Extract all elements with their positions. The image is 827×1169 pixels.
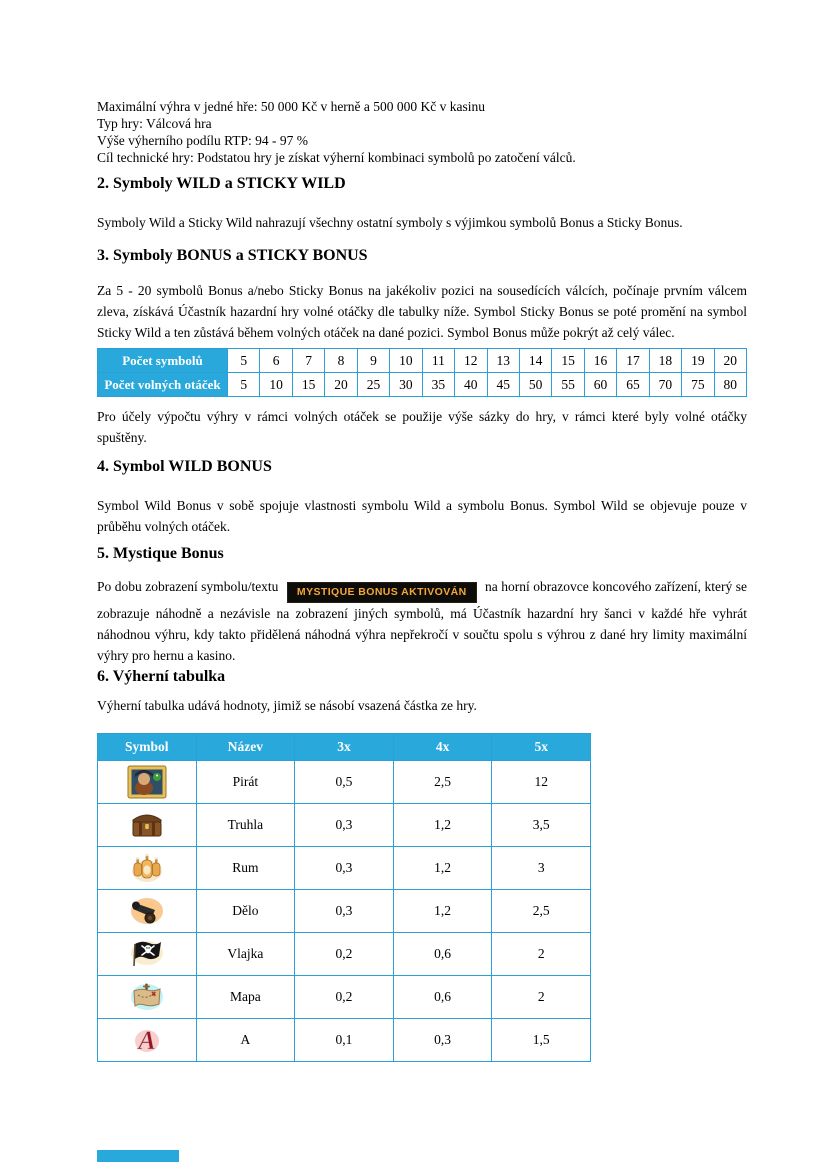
free-spins-value: 75 (682, 373, 714, 397)
symbol-count-header: Počet symbolů (98, 349, 228, 373)
symbol-count-value: 13 (487, 349, 519, 373)
symbol-count-value: 16 (584, 349, 616, 373)
game-type-line: Typ hry: Válcová hra (97, 116, 212, 131)
symbol-count-value: 20 (714, 349, 746, 373)
free-spins-value: 40 (455, 373, 487, 397)
section-2-paragraph: Symboly Wild a Sticky Wild nahrazují všechny ostatní symboly s výjimkou symbolů Bonus a Sticky Bonus. (97, 215, 683, 230)
pay-symbol-name: Pirát (196, 761, 295, 804)
pay-value-3x: 0,2 (295, 976, 394, 1019)
pay-value-3x: 0,3 (295, 890, 394, 933)
section-3-paragraph: Za 5 - 20 symbolů Bonus a/nebo Sticky Bonus na jakékoliv pozici na sousedících válcích, počínaje prvním válcem zleva, získává Účastník hazardní hry volné otáčky dle tabulky níže. Symbol Sticky Bonus se poté promění na symbol Sticky Wild a ten zůstává během volných otáček na dané pozici. Symbol Bonus může pokrýt až celý válec. (97, 283, 747, 340)
table-row (98, 1019, 591, 1062)
symbol-count-value: 10 (390, 349, 422, 373)
section-3-heading: 3. Symboly BONUS a STICKY BONUS (97, 247, 368, 264)
free-spins-value: 45 (487, 373, 519, 397)
free-spins-row (98, 373, 747, 397)
treasure-map-icon (98, 976, 196, 1018)
pay-symbol-name: Dělo (196, 890, 295, 933)
pay-value-3x: 0,2 (295, 933, 394, 976)
pay-value-4x: 0,6 (393, 933, 492, 976)
pay-header-4x: 4x (393, 734, 492, 761)
pay-table-container (97, 733, 747, 1062)
pay-value-5x: 3 (492, 847, 591, 890)
pay-value-3x: 0,5 (295, 761, 394, 804)
pay-header-3x: 3x (295, 734, 394, 761)
table-row (98, 890, 591, 933)
symbol-count-value: 19 (682, 349, 714, 373)
table-row (98, 933, 591, 976)
next-page-table-edge (97, 1150, 179, 1162)
free-spins-value: 65 (617, 373, 649, 397)
pay-value-5x: 2 (492, 933, 591, 976)
pay-header-name: Název (196, 734, 295, 761)
symbol-count-value: 17 (617, 349, 649, 373)
max-win-line: Maximální výhra v jedné hře: 50 000 Kč v herně a 500 000 Kč v kasinu (97, 99, 486, 114)
pay-table-header-row (98, 734, 591, 761)
symbol-count-value: 7 (292, 349, 324, 373)
free-spins-value: 50 (519, 373, 551, 397)
free-spins-table (97, 348, 747, 397)
pirate-portrait-icon (98, 761, 196, 803)
section-5-heading: 5. Mystique Bonus (97, 545, 224, 562)
free-spins-note-paragraph: Pro účely výpočtu výhry v rámci volných otáček se použije výše sázky do hry, v rámci které byly volné otáčky spuštěny. (97, 409, 747, 445)
symbol-count-value: 15 (552, 349, 584, 373)
game-goal-line: Cíl technické hry: Podstatou hry je získat výherní kombinaci symbolů po zatočení válců. (97, 150, 576, 165)
section-4-paragraph: Symbol Wild Bonus v sobě spojuje vlastnosti symbolu Wild a symbolu Bonus. Symbol Wild se objevuje pouze v průběhu volných otáček. (97, 498, 747, 534)
pay-header-symbol: Symbol (98, 734, 197, 761)
pay-value-3x: 0,1 (295, 1019, 394, 1062)
pay-symbol-name: Mapa (196, 976, 295, 1019)
pay-symbol-name: Truhla (196, 804, 295, 847)
free-spins-header: Počet volných otáček (98, 373, 228, 397)
pay-header-5x: 5x (492, 734, 591, 761)
table-row (98, 847, 591, 890)
table-row (98, 804, 591, 847)
letter-a-icon (98, 1019, 196, 1061)
symbol-count-value: 11 (422, 349, 454, 373)
pay-value-5x: 3,5 (492, 804, 591, 847)
section-6-heading: 6. Výherní tabulka (97, 668, 226, 685)
symbol-count-row (98, 349, 747, 373)
mystique-text-before: Po dobu zobrazení symbolu/textu (97, 579, 282, 594)
table-row (98, 761, 591, 804)
cannon-icon (98, 890, 196, 932)
free-spins-value: 55 (552, 373, 584, 397)
pirate-flag-icon (98, 933, 196, 975)
section-2-heading: 2. Symboly WILD a STICKY WILD (97, 175, 346, 192)
free-spins-value: 30 (390, 373, 422, 397)
symbol-count-value: 6 (260, 349, 292, 373)
intro-block (97, 98, 747, 166)
free-spins-value: 5 (228, 373, 260, 397)
pay-value-5x: 12 (492, 761, 591, 804)
section-4-heading: 4. Symbol WILD BONUS (97, 458, 272, 475)
pay-value-4x: 0,6 (393, 976, 492, 1019)
pay-value-4x: 2,5 (393, 761, 492, 804)
pay-value-5x: 1,5 (492, 1019, 591, 1062)
rtp-line: Výše výherního podílu RTP: 94 - 97 % (97, 133, 309, 148)
mystique-text-after: na horní obrazovce koncového zařízení, který se zobrazuje náhodně a nezávisle na zobrazení jiných symbolů, má Účastník hazardní hry šanci v každé hře vyhrát náhodnou výhru, kdy takto přidělená náhodná výhra nepřekročí v součtu spolu s výhrou z dané hry limity maximální výhry pro hernu a kasino. (97, 579, 747, 663)
free-spins-value: 15 (292, 373, 324, 397)
pay-value-3x: 0,3 (295, 847, 394, 890)
section-5-paragraph (97, 576, 747, 666)
section-6-paragraph: Výherní tabulka udává hodnoty, jimiž se násobí vsazená částka ze hry. (97, 698, 477, 713)
free-spins-value: 25 (357, 373, 389, 397)
table-row (98, 976, 591, 1019)
free-spins-value: 80 (714, 373, 746, 397)
pay-value-4x: 1,2 (393, 847, 492, 890)
symbol-count-value: 14 (519, 349, 551, 373)
pay-value-5x: 2,5 (492, 890, 591, 933)
pay-symbol-name: A (196, 1019, 295, 1062)
symbol-count-value: 18 (649, 349, 681, 373)
symbol-count-value: 8 (325, 349, 357, 373)
symbol-count-value: 5 (228, 349, 260, 373)
pay-value-4x: 0,3 (393, 1019, 492, 1062)
treasure-chest-icon (98, 804, 196, 846)
free-spins-value: 70 (649, 373, 681, 397)
svg-text:A: A (138, 1026, 156, 1055)
pay-symbol-name: Vlajka (196, 933, 295, 976)
pay-symbol-name: Rum (196, 847, 295, 890)
free-spins-value: 35 (422, 373, 454, 397)
free-spins-table-container (97, 348, 747, 397)
free-spins-value: 10 (260, 373, 292, 397)
symbol-count-value: 12 (455, 349, 487, 373)
mystique-bonus-badge: MYSTIQUE BONUS AKTIVOVÁN (287, 582, 477, 603)
rum-bottles-icon (98, 847, 196, 889)
pay-value-5x: 2 (492, 976, 591, 1019)
free-spins-value: 20 (325, 373, 357, 397)
pay-table (97, 733, 591, 1062)
pay-value-4x: 1,2 (393, 804, 492, 847)
pay-value-3x: 0,3 (295, 804, 394, 847)
free-spins-value: 60 (584, 373, 616, 397)
symbol-count-value: 9 (357, 349, 389, 373)
pay-value-4x: 1,2 (393, 890, 492, 933)
